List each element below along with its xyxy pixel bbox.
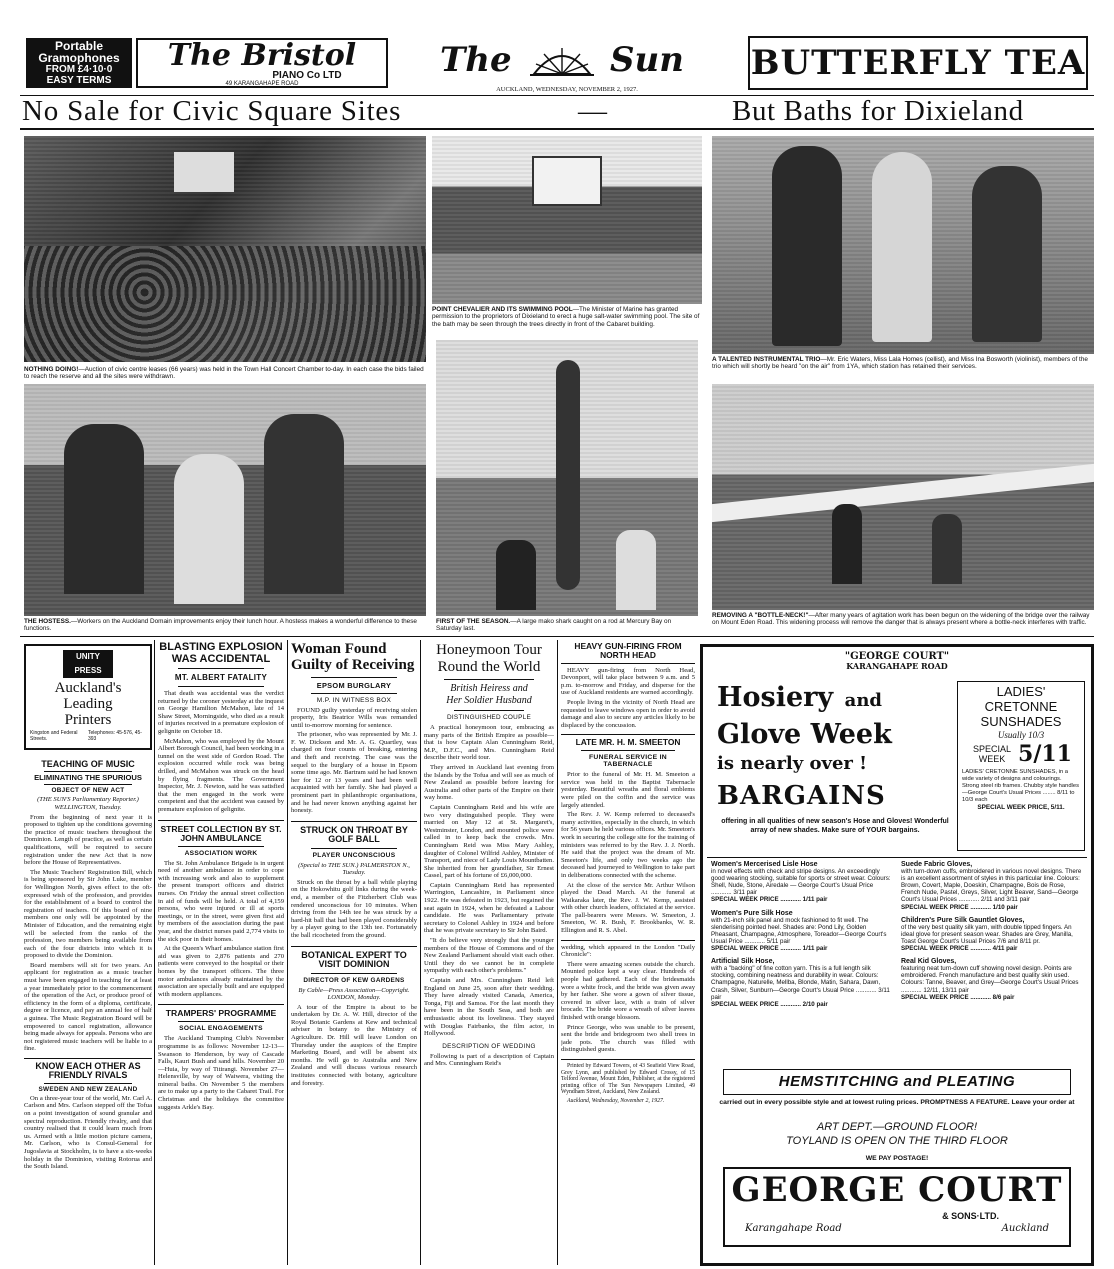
- blasting-para-2: McMahon, who was employed by the Mount Albert Borough Council, had been working in a tunnel on the west side of Gordon Road. The explosion occurred while rock was being drilled, and McMahon was struck on the head by flying fragments. The Government Inspector, Mr. J. Newton, said he was satisfied that the men engaged in the work were competent and that the accident was caused by premature explosion of gelignite.: [158, 737, 284, 813]
- glove-item-1-special: SPECIAL WEEK PRICE ............ 1/10 pair: [901, 903, 1018, 911]
- unity-title3: Printers: [64, 712, 112, 728]
- art-dept: ART DEPT.—GROUND FLOOR!: [816, 1121, 978, 1133]
- hose-item-2-text: with 21-inch silk panel and mock fashioned to fit well. The slenderising pointed heel. Shades are: Pond Lily, Golden Pheasant, Champagne, Atmosphere, Toreador—George Court's Usual Price ............ 5/11 pair: [711, 916, 887, 945]
- glove-listings: [901, 861, 1085, 1001]
- botanical-para-1: A tour of the Empire is about to be undertaken by Dr. A. W. Hill, director of the Royal Botanic Gardens at Kew and technical adviser in botany to the Ministry of Agriculture. Dr. Hill will leave London on Thursday under the auspices of the Empire Marketing Board, and will be absent six months. He will go to Australia and New Zealand and will discuss various research institutes connected with botany, agriculture and forestry.: [291, 1003, 417, 1087]
- bristol-ad: [136, 38, 388, 88]
- gramophone-ad: [26, 38, 132, 88]
- hose-item-3-special: SPECIAL WEEK PRICE ............ 2/10 pair: [711, 1000, 828, 1008]
- glove-item-2-special: SPECIAL WEEK PRICE ............ 4/11 pair: [901, 945, 1018, 953]
- glove-item-3-text: featuring neat turn-down cuff showing novel design. Points are embroidered. French manufacture and best quality skin used. Colours: Tanne, Beaver, and Grey—George Court's Usual Prices ............ 12/11, 13/11 pair: [901, 965, 1079, 994]
- gramophone-ad-line1: Portable: [54, 39, 103, 53]
- banner-dash: —: [578, 95, 607, 127]
- glove-item-2-text: of the very best quality silk yarn, with double tipped fingers. An ideal glove for present season wear. Shades are Grey, Manilla, Toast George Court's Usual Prices 7/6 and 8/11 pr.: [901, 923, 1073, 945]
- collection-para-2: At the Queen's Wharf ambulance station first aid was given to 2,876 patients and 270 patients were conveyed to the hospital or their homes by the transport officers. The three motor ambulances already maintained by the association are specially built and are equipped with modern appliances.: [158, 945, 284, 998]
- honeymoon-para-3: Captain Cunningham Reid and his wife are two very distinguished people. They were married on May 12 at St. Margaret's, Westminster, London, and mounted police were called in to keep back the crowds. Mrs. Cunningham Reid was Miss Mary Ashley, daughter of Colonel Wilfrid Ashley, Minister of Transport, and niece of Lady Louis Mountbatten. She inherited from her grandfather, Sir Ernest Cassel, part of his fortune of £6,000,000.: [424, 803, 554, 880]
- imprint-date: Auckland, Wednesday, November 2, 1927.: [567, 1097, 665, 1104]
- association-subhead: ASSOCIATION WORK: [184, 849, 258, 857]
- golf-para-1: Struck on the throat by a ball while playing on the Hokowhitu golf links during the week-end, a member of the Fitzherbert Club was rendered unconscious for 10 minutes. When driving from the 14th tee he was struck by a hard-hit ball that had been played considerably by a player going to the 13th tee. Fortunately the ball ricocheted from the ground.: [291, 878, 417, 940]
- george-court-top: [703, 651, 1091, 671]
- trio-caption-text: —Mr. Eric Waters, Miss Lala Homes (cellist), and Miss Ina Bosworth (violinist), members of the trio which will shortly be heard "on the air" from 1YA, which station has retained their services.: [712, 356, 1088, 371]
- trampers-headline: TRAMPERS' PROGRAMME: [165, 1008, 277, 1019]
- sunshades-l1: LADIES': [996, 684, 1046, 699]
- hose-item-3: [711, 958, 895, 1008]
- gramophone-ad-line4: EASY TERMS: [46, 75, 112, 86]
- column-5: [561, 642, 695, 1266]
- sunshades-box: [957, 681, 1085, 851]
- paper-title: [430, 40, 700, 84]
- player-subhead: PLAYER UNCONSCIOUS: [312, 851, 396, 859]
- column-4: [424, 642, 554, 1266]
- bristol-name: The Bristol: [167, 38, 357, 73]
- smeeton-headline: LATE MR. H. M. SMEETON: [575, 737, 681, 748]
- pool-caption-text: —The Minister of Marine has granted permission to the proprietors of Dixieland to erect a huge salt-water swimming pool. The site of the bath may be seen through the trees directly in front of the Cabaret building.: [432, 306, 700, 328]
- unity-title2: Leading: [63, 696, 113, 712]
- unity-telephone: Telephones: 45-576, 45-393: [88, 730, 142, 742]
- teaching-music-headline: TEACHING OF MUSIC: [41, 759, 135, 769]
- column-2: [158, 642, 284, 1266]
- swimming-pool-photo: [432, 136, 702, 304]
- butterfly-tea-ad: BUTTERFLY TEA: [748, 36, 1088, 90]
- hose-item-3-text: with a "backing" of fine cotton yarn. This is a full length silk stocking, combining neatness and durability in wear. Colours: Champagne, Naturelle, Mellba, Blonde, Matin, Sahara, Dawn, Crash, Silver, Sunburn—George Court's Usual Price ............ 3/11 pair: [711, 965, 890, 1001]
- mp-witness-subhead: M.P. IN WITNESS BOX: [316, 696, 392, 704]
- civic-caption-text: —Auction of civic centre leases (66 years) was held in the Town Hall Concert Chamber to-day. In each case the bids failed to reach the reserve and all the sites were withdrawn.: [24, 366, 424, 381]
- toyland: TOYLAND IS OPEN ON THE THIRD FLOOR: [786, 1135, 1008, 1147]
- woman-para-1: FOUND guilty yesterday of receiving stolen property, Iris Beatrice Wills was remanded until to-morrow morning for sentence.: [291, 706, 417, 729]
- kew-subhead: DIRECTOR OF KEW GARDENS: [303, 976, 405, 984]
- hostess-caption-text: —Workers on the Auckland Domain improvements enjoy their lunch hour. A hostess makes a wonderful difference to these functions.: [24, 618, 417, 633]
- bottleneck-caption-lead: REMOVING A "BOTTLE-NECK!": [712, 612, 809, 619]
- friendly-rivals-headline: KNOW EACH OTHER AS FRIENDLY RIVALS: [35, 1061, 141, 1081]
- column-divider-3: [420, 640, 421, 1265]
- sun-emblem-icon: [530, 44, 594, 78]
- unity-title1: Auckland's: [54, 680, 122, 696]
- social-subhead: SOCIAL ENGAGEMENTS: [179, 1025, 263, 1033]
- teaching-para-1: From the beginning of next year it is proposed to tighten up the conditions governing the practice of music teachers throughout the Dominion. Length of practice, as well as certain qualifications, will be required to secure registration under the new Act that is now before the House of Representatives.: [24, 813, 152, 867]
- glove-item-3-title: Real Kid Gloves,: [901, 958, 957, 966]
- sunshades-usually: Usually 10/3: [997, 730, 1045, 740]
- george-court-ad: [700, 644, 1094, 1266]
- hose-item-2-special: SPECIAL WEEK PRICE ............ 1/11 pair: [711, 945, 828, 953]
- photos-bottom-rule: [20, 636, 1094, 637]
- botanical-headline: BOTANICAL EXPERT TO VISIT DOMINION: [301, 949, 407, 970]
- honeymoon-headline-2: Round the World: [437, 659, 541, 675]
- bottleneck-caption-text: —After many years of agitation work has been begun on the widening of the bridge over the railway on Mount Eden Road. This widening process will remove the danger that is always present where a bottle-neck interferes with traffic.: [712, 612, 1090, 627]
- postage-note: WE PAY POSTAGE!: [865, 1155, 929, 1162]
- honeymoon-para-4: Captain Cunningham Reid has represented Warrington, Lancashire, in Parliament since 1922. He was defeated in 1923, but regained the seat again in 1924, when he defeated a Labour candidate. He was Parliamentary private secretary to Colonel Ashley in 1924 and before that he was private secretary to Sir John Baird.: [424, 881, 554, 935]
- trio-caption-lead: A TALENTED INSTRUMENTAL TRIO: [712, 356, 821, 363]
- logo-sub: & SONS·LTD.: [942, 1211, 999, 1221]
- honeymoon-para-1: A practical honeymoon tour, embracing as many parts of the British Empire as possible—that is how Captain Alan Cunningham Reid, M.P., D.F.C., and Mrs. Cunningham Reid describe their world tour.: [424, 724, 554, 762]
- gramophone-ad-line3: FROM £4·10·0: [45, 64, 113, 75]
- hose-item-2-title: Women's Pure Silk Hose: [711, 909, 793, 917]
- glove-item-1: [901, 861, 1085, 911]
- hose-item-2: [711, 910, 895, 953]
- column-3: [291, 642, 417, 1266]
- banner-left: No Sale for Civic Square Sites: [22, 95, 402, 127]
- heiress-subhead-2: Her Soldier Husband: [446, 695, 532, 706]
- funeral-subhead-1: FUNERAL SERVICE IN: [588, 754, 668, 762]
- pool-caption: [432, 306, 702, 328]
- glove-item-1-title: Suede Fabric Gloves,: [901, 861, 973, 868]
- shark-caption-text: —A large mako shark caught on a rod at Mercury Bay on Saturday last.: [436, 618, 672, 633]
- masthead: [0, 0, 1114, 100]
- golf-ball-headline: STRUCK ON THROAT BY GOLF BALL: [300, 824, 408, 845]
- gun-para-2: People living in the vicinity of North Head are requested to leave windows open in order to avoid damage and also to secure any articles likely to be displaced by the concussion.: [561, 699, 695, 729]
- hose-item-1-text: in novel effects with check and stripe designs. An exceedingly good wearing stocking, suitable for sports or street wear. Colours: Shell, Nude, Stone, Airedale — George Court's Usual Price ............ 3/11 pair: [711, 868, 891, 897]
- blasting-headline: BLASTING EXPLOSION WAS ACCIDENTAL: [159, 642, 283, 665]
- teaching-para-3: Board members will sit for two years. An applicant for registration as a music teacher must have been engaged in teaching for at least a year immediately prior to the commencement of the operation of the Act, or produce proof of efficiency in the form of a diploma, certificate, degree or licence, and pay an annual fee of half a guinea. The Music Registration Board will be empowered to cancel registration, allowance being made always for appeals. Persons who are not registered music teachers will be liable to a fine.: [24, 961, 152, 1053]
- hostess-photo: [24, 384, 426, 616]
- collection-para-1: The St. John Ambulance Brigade is in urgent need of another ambulance in order to cope with increasing work and also to supplement the present transport officers and district nurses. On Friday the annual street collection in aid of funds will be held. A total of 4,159 persons, who were injured or ill at sports meetings, or in the street, were given first aid by members of the association during the past year, and the district nurses paid 2,774 visits to the sick poor in their homes.: [158, 859, 284, 943]
- banner-right: But Baths for Dixieland: [732, 95, 1024, 127]
- sweden-subhead: SWEDEN AND NEW ZEALAND: [38, 1085, 138, 1093]
- pool-caption-lead: POINT CHEVALIER AND ITS SWIMMING POOL: [432, 306, 573, 313]
- column-1: [24, 756, 152, 1266]
- botanical-byline: By Cable—Press Association—Copyright. LONDON, Monday.: [298, 986, 410, 1002]
- logo-addr-left: Karangahape Road: [745, 1223, 842, 1234]
- hosiery-and: and: [844, 690, 882, 711]
- george-court-top-name: "GEORGE COURT": [844, 651, 950, 662]
- guilty-headline: Guilty of Receiving: [291, 656, 415, 673]
- wedding-para-2: There were amazing scenes outside the church. Mounted police kept a way clear. Hundreds of people had gathered. Each of the bridesmaids wore a white frock, and the bride was given away by her father. She wore a gown of silver tissue, covered in silver lace, with a train of silver brocade. The bride wore a wreath of silver leaves finished with orange blossom.: [561, 960, 695, 1021]
- street-collection-headline: STREET COLLECTION BY ST. JOHN AMBULANCE: [160, 823, 282, 843]
- civic-caption-lead: NOTHING DOING!: [24, 366, 79, 373]
- sunshades-price: 5/11: [1018, 741, 1072, 767]
- hemstitching-sub: carried out in every possible style and at lowest ruling prices. PROMPTNESS A FEATURE. Leave your order at: [719, 1099, 1075, 1106]
- sunshades-l2: CRETONNE: [984, 699, 1058, 714]
- bristol-sub: PIANO Co LTD: [272, 70, 342, 81]
- bottleneck-photo: [712, 384, 1094, 610]
- bargains: BARGAINS: [717, 781, 886, 811]
- distinguished-subhead: DISTINGUISHED COUPLE: [446, 714, 532, 721]
- hemstitching-title: HEMSTITCHING and PLEATING: [778, 1073, 1016, 1090]
- unity-press-ad: [24, 644, 152, 750]
- hostess-caption-lead: THE HOSTESS.: [24, 618, 71, 625]
- sunshades-l3: SUNSHADES: [980, 714, 1062, 729]
- george-court-logo: [723, 1167, 1071, 1247]
- glove-item-1-text: with turn-down cuffs, embroidered in various novel designs. There is an excellent assortment of styles in this particular line. Colours: Brown, Covert, Maple, Doeskin, Champagne, Bois de Rose, French Nude, Pastel, Greys, Silver, Light Beaver, Sand—George Court's Usual Prices ............ 2/11 and 3/11 pair: [901, 868, 1082, 904]
- trampers-para-1: The Auckland Tramping Club's November programme is as follows: November 12-13—Swanson to Henderson, by way of Cascade Falls, Kauri Bush and sand hills. November 20—Huia, by way of Titirangi. November 27—Helensville, by way of Waiwera, visiting the mineral baths. On November 5 the members are to make up a party to the Cabaret Trail. For Christmas and the holidays the committee suggests Arkle's Bay.: [158, 1035, 284, 1111]
- shark-caption: [436, 618, 698, 633]
- teaching-byline: (THE SUN'S Parliamentary Reporter.) WELLINGTON, Tuesday.: [37, 796, 139, 811]
- wedding-para-1: wedding, which appeared in the London "Daily Chronicle":: [561, 943, 695, 959]
- civic-auction-photo: [24, 136, 426, 362]
- glove-item-3: [901, 958, 1085, 1001]
- woman-para-2: The prisoner, who was represented by Mr. J. F. W. Dickson and Mr. A. G. Quartley, was charged on four counts of breaking, entering and theft and receiving. The case was the sequel to the burglary of a house in Epsom some time ago. Mr. Bartram said he had known her for 12 or 13 years and had been well acquainted with her family. She had played a prominent part in philanthropic organisations, and he had never known anything against her honesty.: [291, 731, 417, 815]
- paper-name-right: Sun: [610, 40, 684, 80]
- hosiery-intro: offering in all qualities of new season's Hose and Gloves! Wonderful array of new shades. Make sure of YOUR bargains.: [721, 818, 949, 834]
- smeeton-para-2: The Rev. J. W. Kemp referred to deceased's many activities, especially in the church, in which for 56 years he held various offices. Mr. Smeeton's work in securing the college site for the training of ministers was referred to by the Rev. J. J. North. He said that the project was the dream of Mr. Smeeton's life, and only two weeks ago the deceased had journeyed to Wellington to take part in deliberations connected with the scheme.: [561, 811, 695, 879]
- hosiery-headline: [717, 681, 892, 752]
- hose-item-1: [711, 861, 895, 904]
- unity-address: Kingston and Federal Streets.: [30, 730, 78, 742]
- trio-photo: [712, 136, 1094, 354]
- column-divider-1: [154, 640, 155, 1265]
- glove-item-3-special: SPECIAL WEEK PRICE ............ 8/6 pair: [901, 993, 1015, 1001]
- heiress-subhead-1: British Heiress and: [450, 683, 528, 694]
- smeeton-para-1: Prior to the funeral of Mr. H. M. Smeeton a service was held in the Baptist Tabernacle yesterday. Beautiful wreaths and floral emblems were piled on the coffin and the service was largely attended.: [561, 771, 695, 809]
- eliminating-headline: ELIMINATING THE SPURIOUS: [34, 773, 142, 783]
- shark-caption-lead: FIRST OF THE SEASON.: [436, 618, 511, 625]
- object-subhead: OBJECT OF NEW ACT: [51, 787, 125, 795]
- blasting-para-1: That death was accidental was the verdict returned by the coroner yesterday at the inquest on George Hamilton McMahon, late of 14 Shaw Street, Morningside, who died as a result of injuries received in a premature explosion of gelignite on October 18.: [158, 690, 284, 736]
- honeymoon-para-6: Captain and Mrs. Cunningham Reid left England on June 25, soon after their wedding. They have already visited Canada, America, Tonga, Fiji and Samoa. For the last month they have been in the South Seas, and both are enthusiastic about its loveliness. They stayed with Douglas Fairbanks, the film actor, in Hollywood.: [424, 977, 554, 1038]
- bottleneck-caption: [712, 612, 1094, 627]
- logo-addr-right: Auckland: [1001, 1223, 1049, 1234]
- hose-item-1-special: SPECIAL WEEK PRICE ............ 1/11 pair: [711, 896, 828, 904]
- hostess-caption: [24, 618, 426, 633]
- hose-item-1-title: Women's Mercerised Lisle Hose: [711, 861, 818, 868]
- gun-firing-headline: HEAVY GUN-FIRING FROM NORTH HEAD: [574, 642, 682, 660]
- glove-item-2-title: Children's Pure Silk Gauntlet Gloves,: [901, 916, 1025, 924]
- shark-photo: [436, 340, 698, 616]
- glove-item-2: [901, 917, 1085, 952]
- hosiery-word: Hosiery: [717, 682, 834, 713]
- gun-para-1: HEAVY gun-firing from North Head, Devonport, will take place between 9 a.m. and 5 p.m. to-morrow and Friday, and disperse for the use of Auckland residents are warned accordingly.: [561, 666, 695, 697]
- glove-week: Glove Week: [717, 719, 892, 750]
- trio-caption: [712, 356, 1094, 371]
- wedding-subhead: DESCRIPTION OF WEDDING: [442, 1042, 536, 1050]
- george-court-top-sub: KARANGAHAPE ROAD: [846, 661, 948, 671]
- sunshades-desc: LADIES' CRETONNE SUNSHADES, in a wide variety of designs and colourings. Strong steel rib frames. Chubby style handles—George Court's Usual Prices ........ 8/11 to 10/3 each: [962, 769, 1079, 803]
- honeymoon-para-2: They arrived in Auckland last evening from the Islands by the Tofua and will see as much of New Zealand as possible before leaving for Australia and other parts of the Empire on their way home.: [424, 763, 554, 802]
- honeymoon-headline-1: Honeymoon Tour: [436, 642, 542, 658]
- unity-badge: UNITY PRESS: [63, 650, 113, 678]
- hose-listings: [711, 861, 895, 1008]
- gramophone-ad-line2: Gramophones: [38, 51, 120, 65]
- epsom-subhead: EPSOM BURGLARY: [316, 680, 392, 690]
- teaching-para-2: The Music Teachers' Registration Bill, which is being sponsored by Sir John Luke, member for Wellington North, gives effect to the oft-expressed wish of the profession, and provides for the establishment of a board to control the registration of teachers. Of this board of nine members one only will be appointed by the Minister of Education, and the remaining eight will be selected from the ranks of the profession, two members being available from each of the four districts into which it is proposed to divide the Dominion.: [24, 868, 152, 960]
- sunshades-special-line: SPECIAL WEEK PRICE, 5/11.: [977, 804, 1065, 811]
- honeymoon-para-7: Following is part of a description of Captain and Mrs. Cunningham Reid's: [424, 1052, 554, 1068]
- nearly-over: is nearly over !: [717, 753, 868, 774]
- woman-found-headline: Woman Found: [291, 642, 387, 657]
- sunshades-special: SPECIAL WEEK: [973, 744, 1012, 764]
- bristol-address: 49 KARANGAHAPE ROAD: [225, 81, 299, 87]
- banner-bottom-rule: [20, 128, 1094, 130]
- paper-name-left: The: [440, 40, 512, 80]
- column-divider-4: [557, 640, 558, 1265]
- logo-name: GEORGE COURT: [731, 1170, 1063, 1210]
- hemstitching-box: [723, 1069, 1071, 1095]
- mt-albert-subhead: MT. ALBERT FATALITY: [174, 673, 268, 683]
- imprint: Printed by Edward Towers, of 43 Seafield View Road, Grey Lynn, and published by Edward Crossy, of 15 Telford Avenue, Mount Eden, Publisher, at the registered printing office of The Sun Newspapers Limited, 49 Wyndham Street, Auckland, New Zealand.: [561, 1062, 695, 1096]
- column-divider-2: [287, 640, 288, 1265]
- rivals-para-1: On a three-year tour of the world, Mr. Carl A. Carlson and Mrs. Carlson stepped off the Tofua on a point investigation of sound granular and spectral reproduction. Friendly rivalry, and that country realised that it could learn much from us. Armed with a little motion picture camera, Mr. Carlson, who is Consul-General for Jugoslavia at Stockholm, is to have a six-weeks holiday in the Dominion, visiting Rotorua and the South Island.: [24, 1094, 152, 1171]
- smeeton-para-3: At the close of the service Mr. Arthur Wilson played the Dead March. At the funeral at Waikaraka later, the Rev. J. W. Kemp, assisted with other church leaders, officiated at the service. The pall-bearers were Messrs. W. Smeeton, J. Smeeton, W. R. Bush, F. Brookbanks, W. R. Ellington and R. S. Abel.: [561, 881, 695, 935]
- hose-item-3-title: Artificial Silk Hose,: [711, 958, 775, 966]
- dateline: AUCKLAND, WEDNESDAY, NOVEMBER 2, 1927.: [496, 86, 638, 93]
- civic-caption: [24, 366, 426, 381]
- honeymoon-para-5: "It do believe very strongly that the younger members of the House of Commons and of the New Zealand Parliament should visit each other. Until they do we cannot be in complete sympathy with each other's problems.": [424, 937, 554, 975]
- wedding-para-3: Prince George, who was unable to be present, sent the bride and bridegroom two shell trees in jade pots. The church was filled with distinguished guests.: [561, 1023, 695, 1054]
- funeral-subhead-2: TABERNACLE: [603, 761, 653, 769]
- golf-byline: (Special to THE SUN.) PALMERSTON N., Tuesday.: [298, 861, 410, 877]
